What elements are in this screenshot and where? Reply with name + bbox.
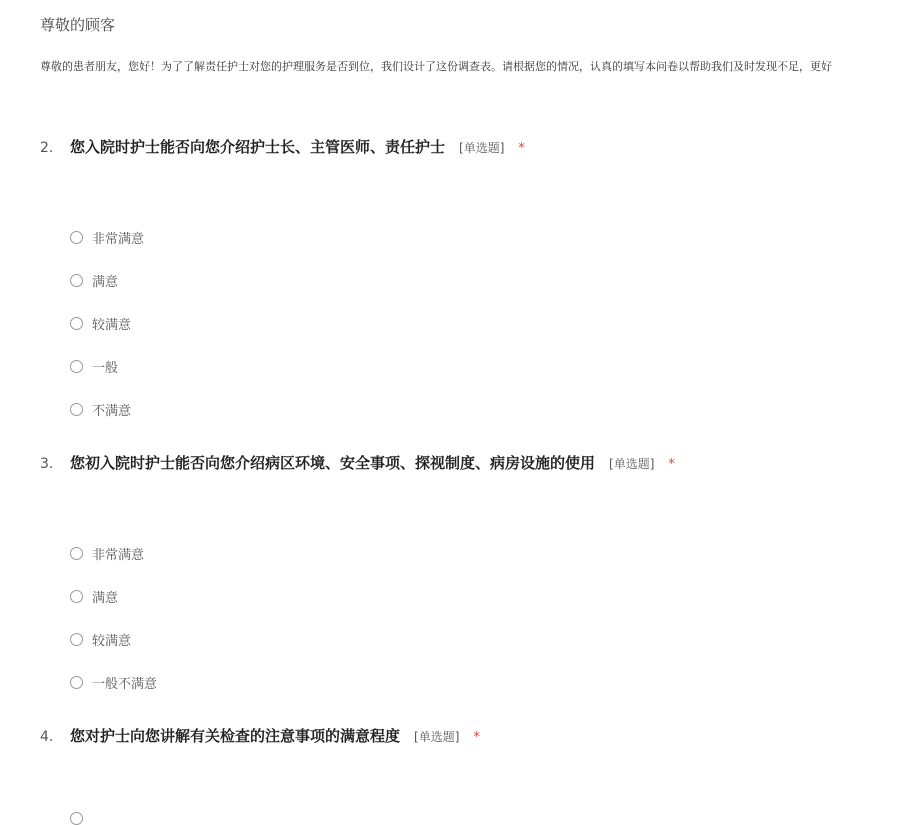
required-marker: * xyxy=(473,730,480,745)
question-4 xyxy=(40,725,900,746)
option-very-satisfied[interactable] xyxy=(70,228,144,247)
option-label: 一般不满意 xyxy=(92,677,158,692)
question-title: 您入院时护士能否向您介绍护士长、主管医师、责任护士 xyxy=(70,138,446,156)
question-3 xyxy=(40,452,900,692)
question-type-tag: [单选题] xyxy=(459,141,505,155)
radio-button[interactable] xyxy=(70,676,83,689)
radio-button[interactable] xyxy=(70,231,83,244)
option-label: 较满意 xyxy=(92,634,132,649)
radio-button[interactable] xyxy=(70,274,83,287)
required-marker: * xyxy=(668,457,675,472)
question-header xyxy=(40,725,900,746)
option-label: 一般 xyxy=(92,361,119,376)
option-label: 较满意 xyxy=(92,318,132,333)
option-fairly-satisfied[interactable] xyxy=(70,314,131,333)
radio-button[interactable] xyxy=(70,403,83,416)
question-header xyxy=(40,452,900,473)
option-dissatisfied[interactable] xyxy=(70,400,131,419)
radio-button[interactable] xyxy=(70,360,83,373)
option-very-satisfied[interactable] xyxy=(70,544,144,563)
survey-title: 尊敬的顾客 xyxy=(40,16,116,34)
question-number: 3. xyxy=(40,456,54,472)
radio-button[interactable] xyxy=(70,547,83,560)
required-marker: * xyxy=(518,141,525,156)
question-header xyxy=(40,136,900,157)
radio-button[interactable] xyxy=(70,812,83,825)
question-number: 4. xyxy=(40,729,54,745)
option-average[interactable] xyxy=(70,357,118,376)
option-label: 不满意 xyxy=(92,404,132,419)
option-satisfied[interactable] xyxy=(70,587,118,606)
question-type-tag: [单选题] xyxy=(609,457,655,471)
radio-button[interactable] xyxy=(70,317,83,330)
question-type-tag: [单选题] xyxy=(414,730,460,744)
option-partial[interactable] xyxy=(70,812,92,825)
radio-button[interactable] xyxy=(70,633,83,646)
option-fairly-satisfied[interactable] xyxy=(70,630,131,649)
question-2 xyxy=(40,136,900,419)
question-title: 您初入院时护士能否向您介绍病区环境、安全事项、探视制度、病房设施的使用 xyxy=(70,454,596,472)
option-label: 满意 xyxy=(92,591,119,606)
survey-intro-text: 尊敬的患者朋友，您好！为了了解责任护士对您的护理服务是否到位，我们设计了这份调查表。请根据您的情况，认真的填写本问卷以帮助我们及时发现不足，更好 xyxy=(40,60,832,73)
option-label: 非常满意 xyxy=(92,232,145,247)
option-label: 非常满意 xyxy=(92,548,145,563)
option-label: 满意 xyxy=(92,275,119,290)
option-average-dissatisfied[interactable] xyxy=(70,673,157,692)
question-number: 2. xyxy=(40,140,54,156)
option-satisfied[interactable] xyxy=(70,271,118,290)
radio-button[interactable] xyxy=(70,590,83,603)
question-title: 您对护士向您讲解有关检查的注意事项的满意程度 xyxy=(70,727,401,745)
